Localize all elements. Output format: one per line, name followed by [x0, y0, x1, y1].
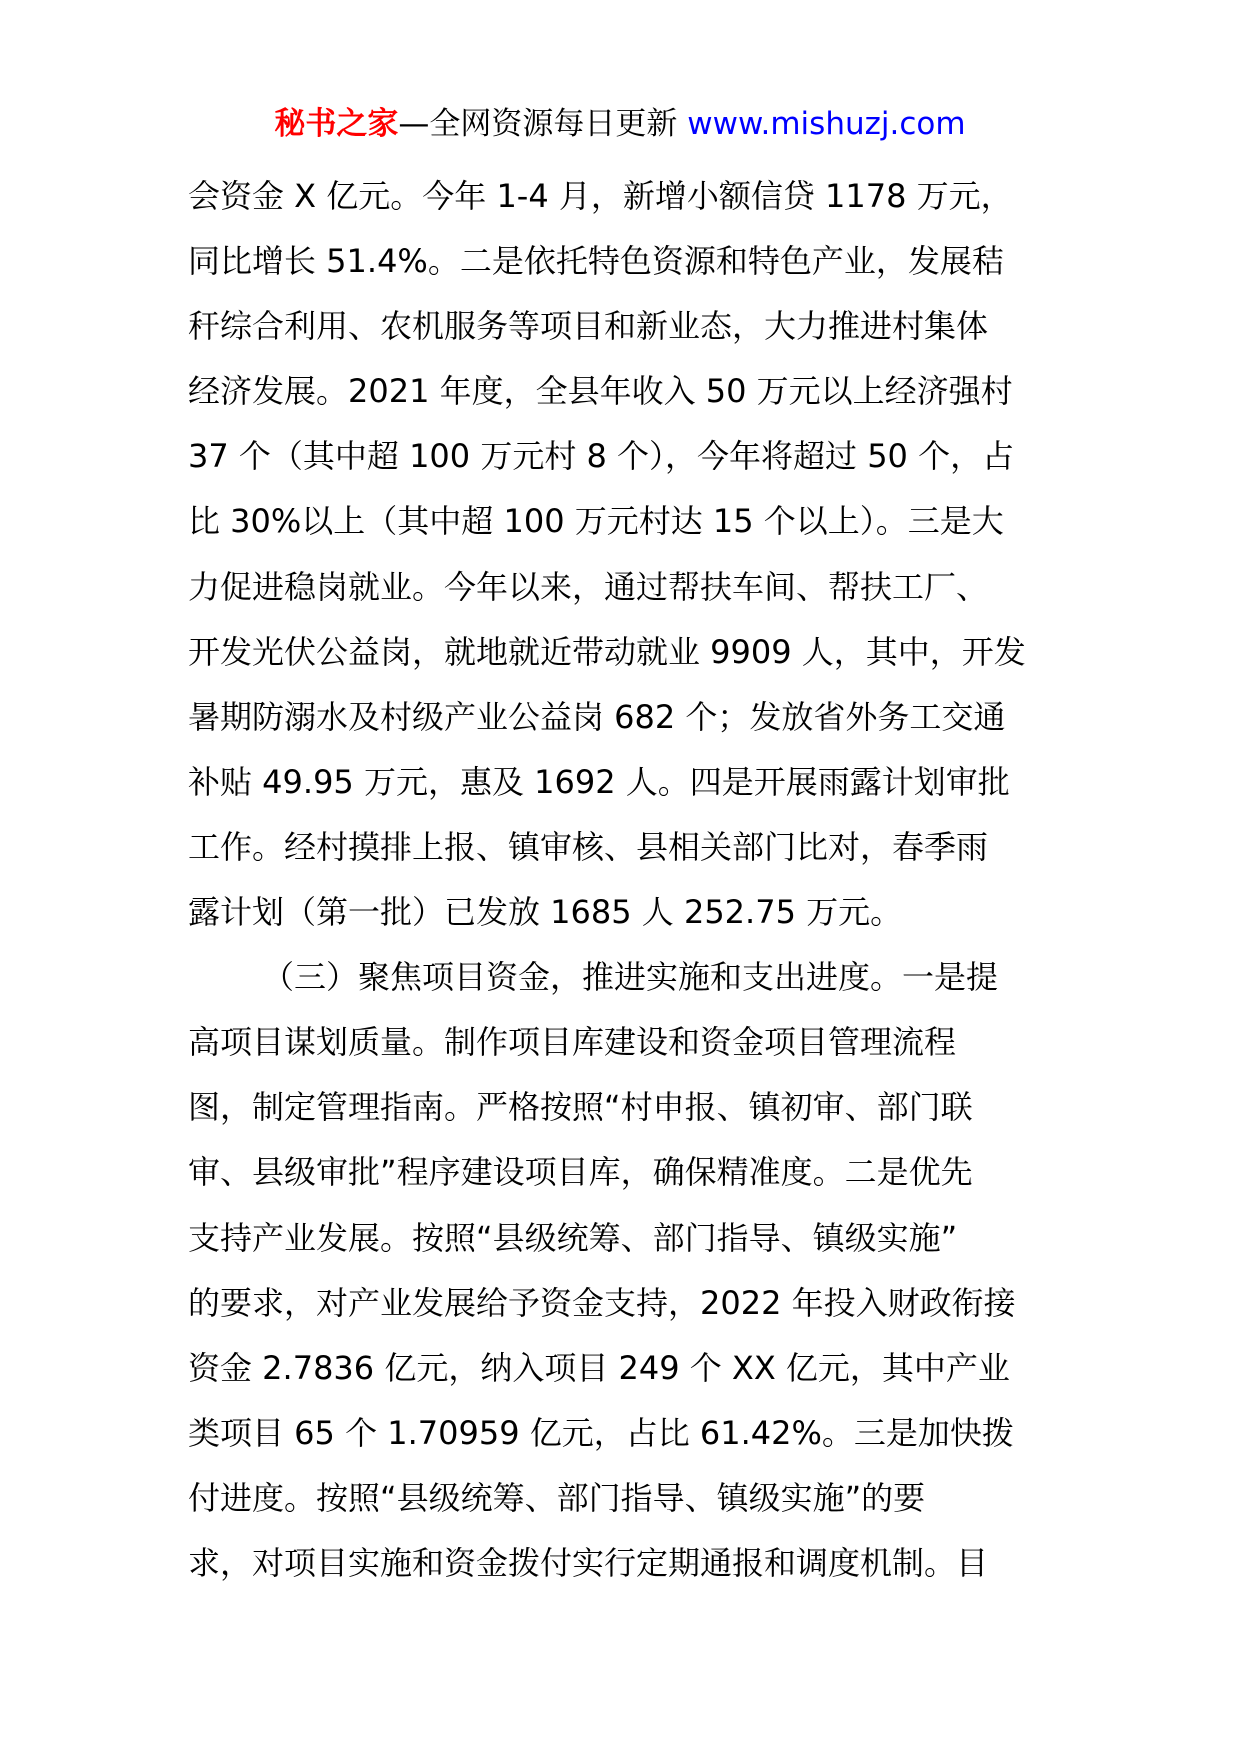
text-line: 露计划（第一批）已发放 1685 人 252.75 万元。	[188, 893, 903, 932]
brand-name: 秘书之家	[274, 106, 399, 142]
document-body	[188, 164, 1068, 1596]
text-line: 资金 2.7836 亿元，纳入项目 249 个 XX 亿元，其中产业	[188, 1348, 1010, 1387]
text-line: 会资金 X 亿元。今年 1-4 月，新增小额信贷 1178 万元，	[188, 177, 1013, 215]
text-line: 力促进稳岗就业。今年以来，通过帮扶车间、帮扶工厂、	[188, 567, 989, 606]
text-line: 37 个（其中超 100 万元村 8 个），今年将超过 50 个，占	[188, 437, 1015, 476]
text-line: 支持产业发展。按照“县级统筹、部门指导、镇级实施”	[188, 1218, 958, 1257]
text-line: 高项目谋划质量。制作项目库建设和资金项目管理流程	[188, 1023, 957, 1062]
text-line: 工作。经村摸排上报、镇审核、县相关部门比对，春季雨	[188, 827, 989, 866]
section-heading-line: （三）聚焦项目资金，推进实施和支出进度。一是提	[262, 958, 999, 997]
site-header	[0, 102, 1240, 146]
text-line: 比 30%以上（其中超 100 万元村达 15 个以上）。三是大	[188, 502, 1004, 541]
text-line: 类项目 65 个 1.70959 亿元，占比 61.42%。三是加快拨	[188, 1413, 1014, 1452]
text-line: 暑期防溺水及村级产业公益岗 682 个；发放省外务工交通	[188, 697, 1006, 736]
site-url-link[interactable]: www.mishuzj.com	[687, 106, 966, 142]
text-line: 同比增长 51.4%。二是依托特色资源和特色产业，发展秸	[188, 242, 1004, 281]
text-line: 经济发展。2021 年度，全县年收入 50 万元以上经济强村	[188, 372, 1013, 411]
header-tagline: —全网资源每日更新	[398, 106, 678, 142]
text-line: 求，对项目实施和资金拨付实行定期通报和调度机制。目	[188, 1543, 989, 1582]
text-line: 开发光伏公益岗，就地就近带动就业 9909 人，其中，开发	[188, 632, 1026, 671]
text-line: 的要求，对产业发展给予资金支持，2022 年投入财政衔接	[188, 1283, 1016, 1322]
text-line: 补贴 49.95 万元，惠及 1692 人。四是开展雨露计划审批	[188, 762, 1010, 801]
text-line: 付进度。按照“县级统筹、部门指导、镇级实施”的要	[188, 1478, 926, 1517]
text-line: 图，制定管理指南。严格按照“村申报、镇初审、部门联	[188, 1088, 973, 1127]
text-line: 审、县级审批”程序建设项目库，确保精准度。二是优先	[188, 1153, 973, 1192]
text-line: 秆综合利用、农机服务等项目和新业态，大力推进村集体	[188, 307, 989, 346]
